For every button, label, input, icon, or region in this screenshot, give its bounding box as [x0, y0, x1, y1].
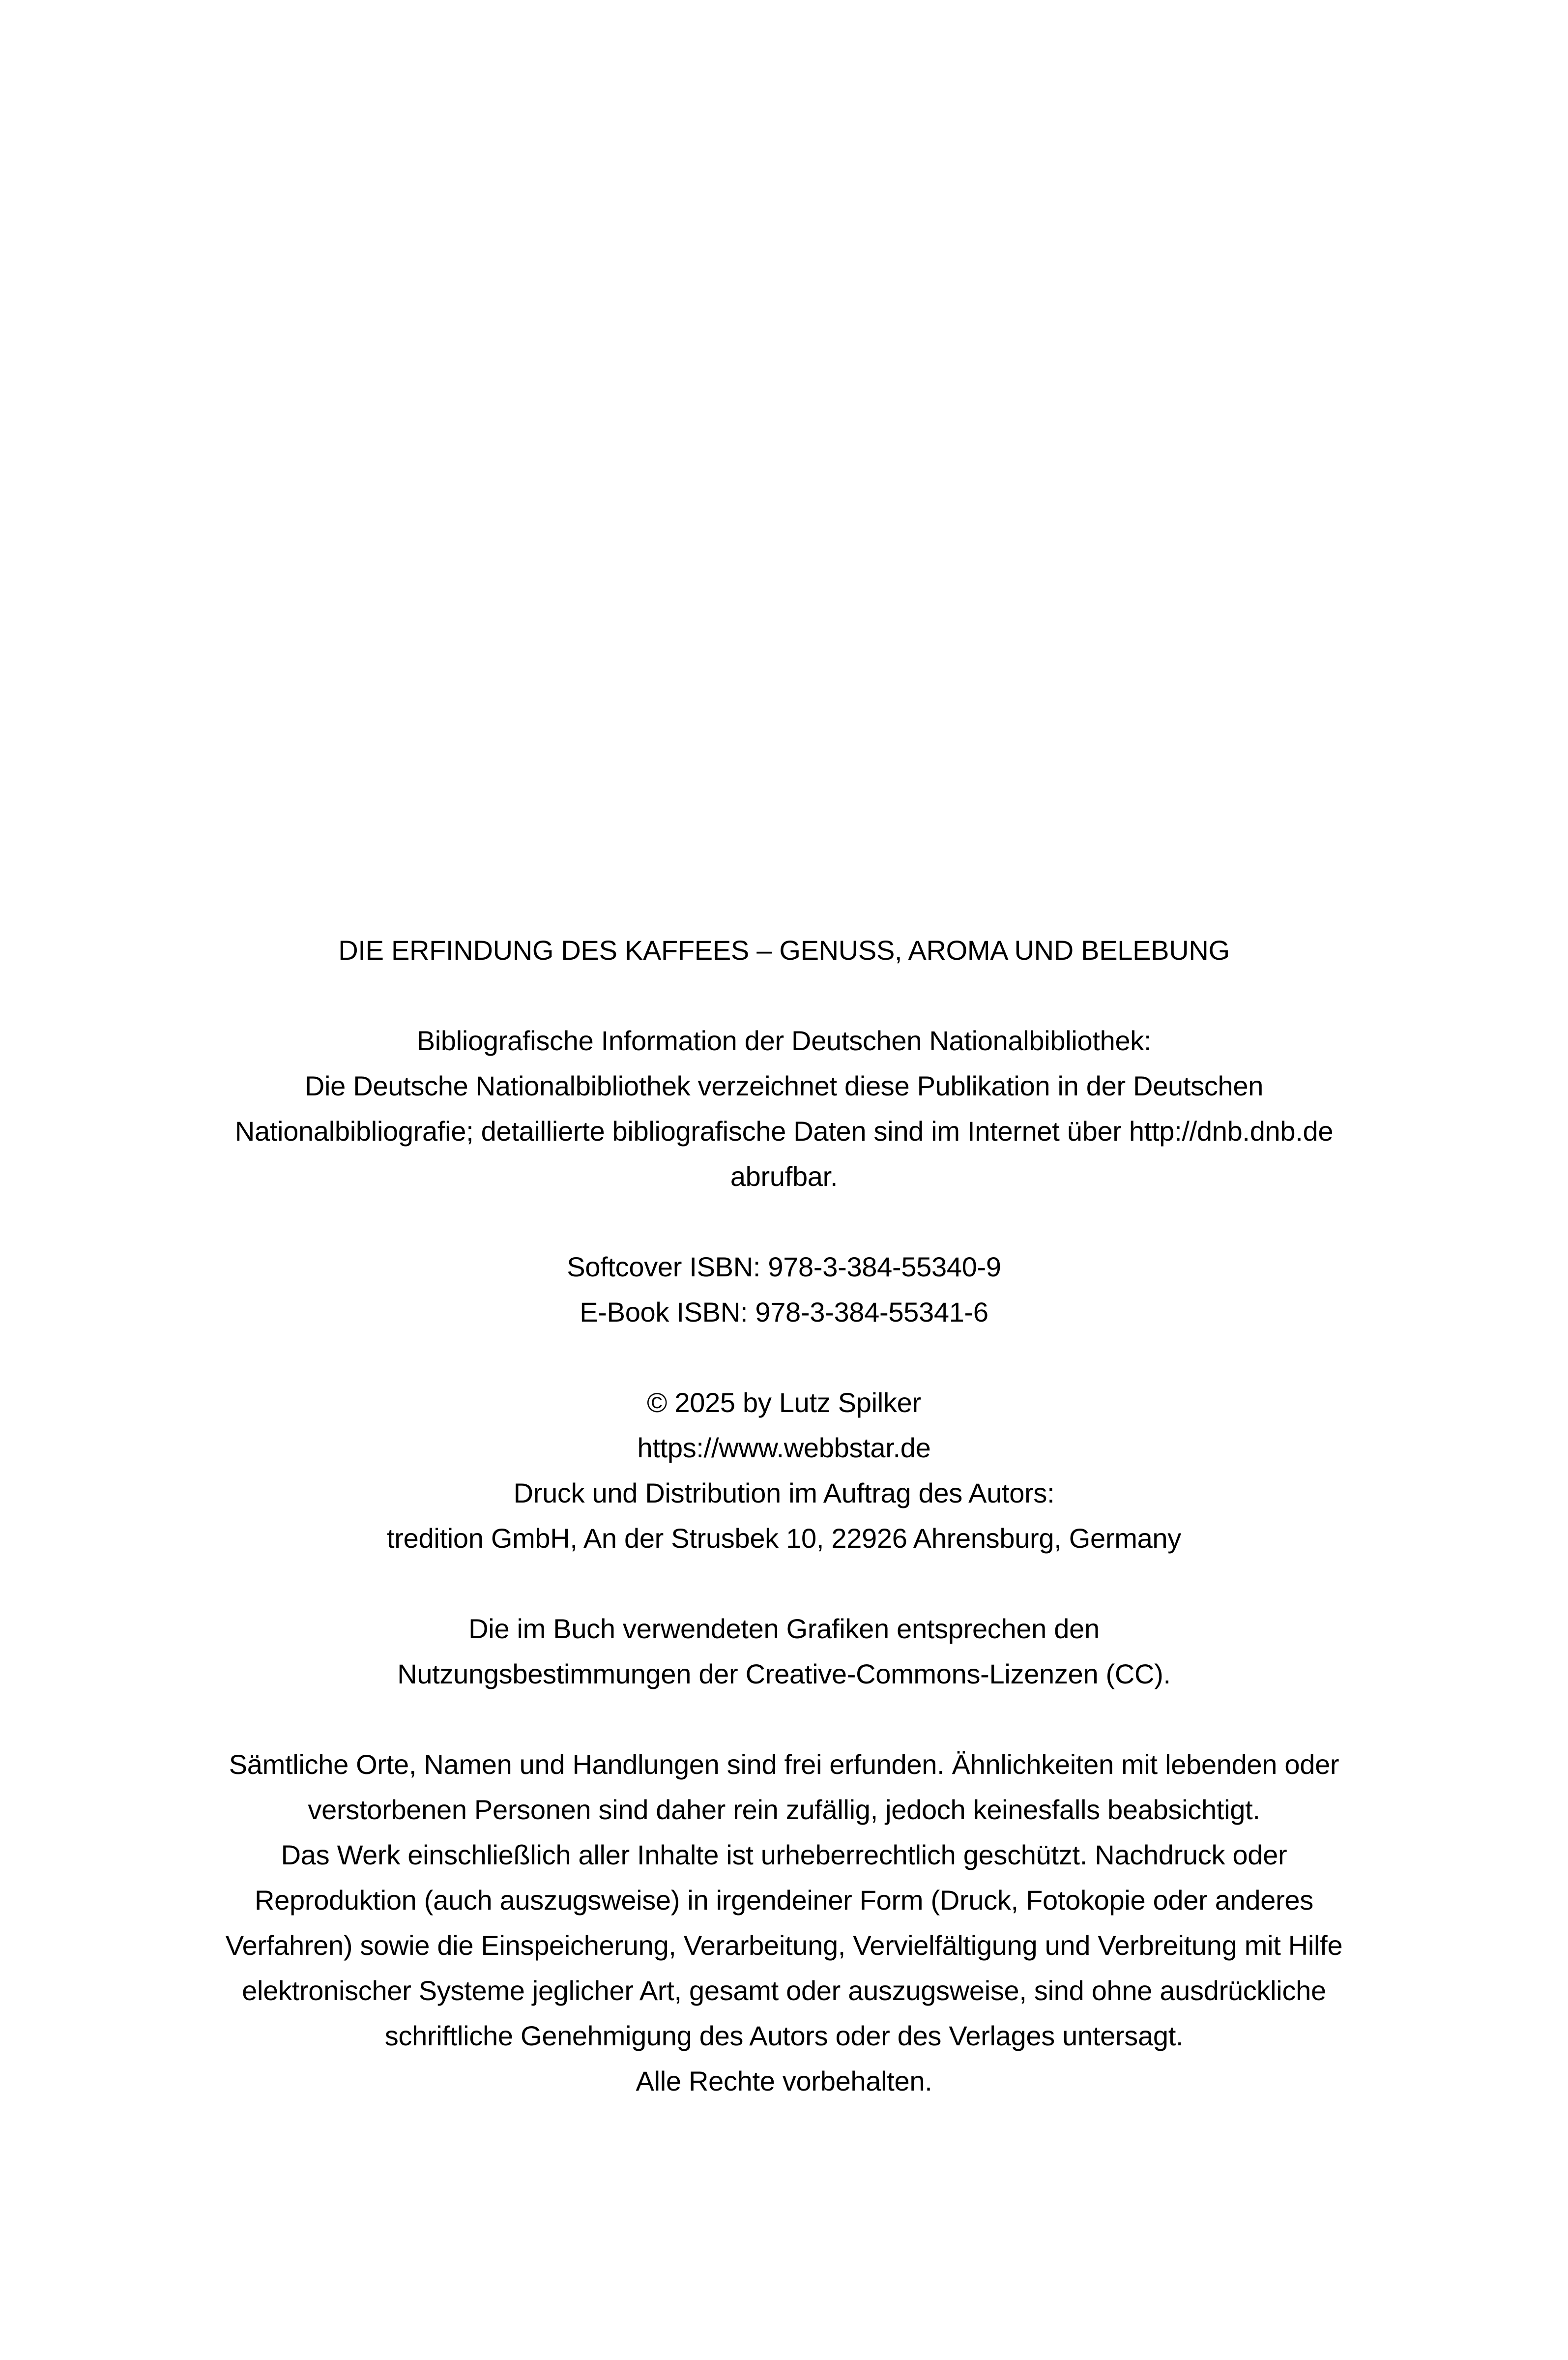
bibliography-line: Nationalbibliografie; detaillierte bibliografische Daten sind im Internet über http://dnb.dnb.de: [234, 1116, 1334, 1147]
rights-reserved: Alle Rechte vorbehalten.: [636, 2065, 932, 2096]
copyright-notice: © 2025 by Lutz Spilker: [647, 1387, 921, 1418]
legal-disclaimer: [0, 1742, 1568, 2104]
book-title: [0, 928, 1568, 973]
bibliography-notice: [0, 1018, 1568, 1199]
isbn-block: [0, 1244, 1568, 1335]
ebook-isbn: E-Book ISBN: 978-3-384-55341-6: [580, 1297, 988, 1328]
imprint-page: [0, 928, 1568, 2104]
copyright-block: [0, 1380, 1568, 1561]
bibliography-line: Bibliografische Information der Deutschen Nationalbibliothek:: [416, 1025, 1152, 1056]
disclaimer-line: elektronischer Systeme jeglicher Art, gesamt oder auszugsweise, sind ohne ausdrückliche: [242, 1975, 1326, 2006]
spacer: [0, 973, 1568, 1018]
disclaimer-line: schriftliche Genehmigung des Autors oder des Verlages untersagt.: [384, 2020, 1184, 2051]
softcover-isbn: Softcover ISBN: 978-3-384-55340-9: [567, 1251, 1001, 1282]
disclaimer-line: Reproduktion (auch auszugsweise) in irgendeiner Form (Druck, Fotokopie oder anderes: [255, 1885, 1313, 1916]
publisher-address: tredition GmbH, An der Strusbek 10, 22926 Ahrensburg, Germany: [387, 1523, 1181, 1554]
graphics-line: Nutzungsbestimmungen der Creative-Commons-Lizenzen (CC).: [397, 1658, 1171, 1689]
spacer: [0, 1697, 1568, 1742]
graphics-license-note: [0, 1606, 1568, 1697]
disclaimer-line: Das Werk einschließlich aller Inhalte ist urheberrechtlich geschützt. Nachdruck oder: [281, 1839, 1287, 1870]
bibliography-line: abrufbar.: [730, 1161, 838, 1192]
disclaimer-line: Sämtliche Orte, Namen und Handlungen sind frei erfunden. Ähnlichkeiten mit lebenden oder: [229, 1749, 1339, 1780]
spacer: [0, 1335, 1568, 1380]
spacer: [0, 1199, 1568, 1244]
disclaimer-line: verstorbenen Personen sind daher rein zufällig, jedoch keinesfalls beabsichtigt.: [308, 1794, 1260, 1825]
disclaimer-line: Verfahren) sowie die Einspeicherung, Verarbeitung, Vervielfältigung und Verbreitung mit Hilfe: [225, 1930, 1343, 1961]
author-website: https://www.webbstar.de: [637, 1432, 931, 1463]
book-title-text: DIE ERFINDUNG DES KAFFEES – GENUSS, AROMA UND BELEBUNG: [338, 935, 1230, 966]
distribution-note: Druck und Distribution im Auftrag des Autors:: [513, 1477, 1055, 1508]
bibliography-line: Die Deutsche Nationalbibliothek verzeichnet diese Publikation in der Deutschen: [304, 1070, 1264, 1101]
spacer: [0, 1561, 1568, 1606]
graphics-line: Die im Buch verwendeten Grafiken entsprechen den: [468, 1613, 1100, 1644]
